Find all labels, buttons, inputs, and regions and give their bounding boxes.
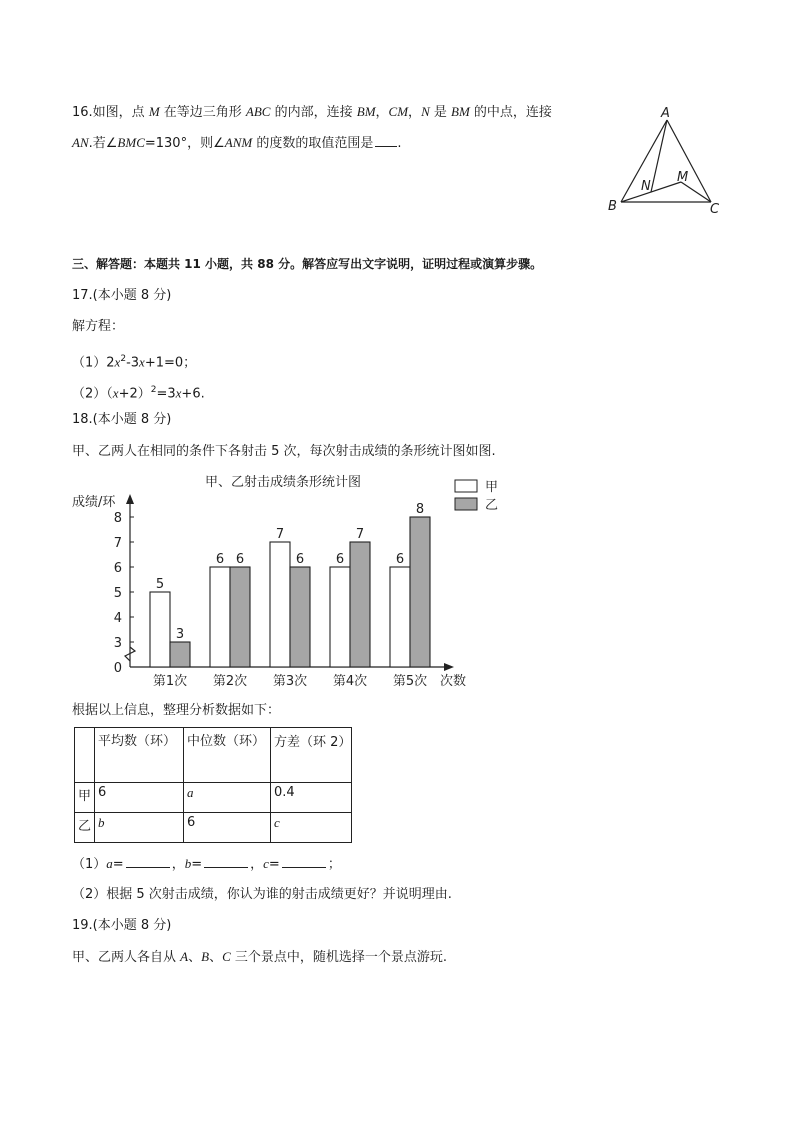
table-cell: 乙 <box>75 813 95 843</box>
segment-cm <box>681 182 711 202</box>
q16-line2 <box>72 134 401 153</box>
var: BM <box>356 104 376 119</box>
var: N <box>421 104 430 119</box>
data-label: 5 <box>155 577 165 592</box>
bar-甲 <box>210 567 230 667</box>
text: ， <box>408 105 422 120</box>
text: = <box>268 857 280 872</box>
bar-甲 <box>150 592 170 667</box>
bar-甲 <box>330 567 350 667</box>
y-axis-arrow <box>126 494 134 504</box>
y-tick-label: 0 <box>113 661 122 676</box>
legend-swatch <box>455 498 477 510</box>
y-tick-label: 7 <box>113 536 122 551</box>
text: 甲、乙两人各自从 <box>72 950 181 965</box>
x-tick-label: 第1次 <box>152 674 188 689</box>
table-header-cell <box>75 728 95 783</box>
text: = <box>112 857 124 872</box>
bar-乙 <box>410 517 430 667</box>
var: BM <box>451 104 470 119</box>
table-cell: a <box>184 783 271 813</box>
var: a <box>106 856 113 871</box>
bar-乙 <box>230 567 250 667</box>
text: .若∠ <box>88 136 118 151</box>
data-label: 6 <box>295 552 305 567</box>
var: b <box>184 856 192 871</box>
text: =130°，则∠ <box>144 136 225 151</box>
answer-blank-b[interactable] <box>204 855 248 868</box>
var: M <box>148 104 160 119</box>
text: +2） <box>118 386 151 402</box>
text: 16.如图，点 <box>72 105 149 120</box>
var: x <box>139 354 145 370</box>
table-header-cell: 中位数（环） <box>184 728 271 783</box>
q18-intro: 甲、乙两人在相同的条件下各射击 5 次，每次射击成绩的条形统计图如图. <box>72 444 496 459</box>
data-label: 3 <box>175 627 185 642</box>
text: （2）（ <box>72 386 113 402</box>
data-label: 6 <box>235 552 245 567</box>
table-cell: 6 <box>184 813 271 843</box>
legend-swatch <box>455 480 477 492</box>
segment-an <box>651 120 667 192</box>
data-label: 8 <box>415 502 425 517</box>
var: BMC <box>117 135 145 150</box>
data-label: 7 <box>355 527 365 542</box>
data-label: 6 <box>215 552 225 567</box>
x-axis-label: 次数 <box>440 674 467 689</box>
text: 的中点，连接 <box>469 105 552 120</box>
y-tick-label: 5 <box>113 586 122 601</box>
q17-equation-1 <box>72 350 196 372</box>
data-label: 6 <box>335 552 345 567</box>
y-axis-label: 成绩/环 <box>72 495 116 510</box>
q17-header: 17.(本小题 8 分) <box>72 288 172 303</box>
text: ， <box>375 105 389 120</box>
text: ； <box>327 857 341 872</box>
table-cell: c <box>271 813 352 843</box>
q18-part1 <box>72 855 341 874</box>
text: -3 <box>126 355 140 371</box>
var: CM <box>388 104 409 119</box>
q18-part2: （2）根据 5 次射击成绩，你认为谁的射击成绩更好？并说明理由. <box>72 887 452 902</box>
text: = <box>191 857 203 872</box>
exponent: 2 <box>120 354 127 364</box>
y-tick-label: 3 <box>113 636 122 651</box>
table-cell: b <box>95 813 184 843</box>
var: C <box>222 949 231 964</box>
var: c <box>263 856 269 871</box>
q19-header: 19.(本小题 8 分) <box>72 918 172 933</box>
exponent: 2 <box>150 385 157 395</box>
x-axis-arrow <box>444 663 454 671</box>
var: x <box>112 385 119 401</box>
triangle-figure <box>600 100 730 220</box>
q18-after-chart: 根据以上信息，整理分析数据如下： <box>72 703 281 718</box>
legend-label: 乙 <box>485 498 499 513</box>
var: AN <box>72 135 89 150</box>
label-n: N <box>641 179 651 194</box>
text: （1）2 <box>72 355 115 371</box>
text: 是 <box>429 105 451 120</box>
text: 的内部，连接 <box>270 105 357 120</box>
text: （1） <box>72 857 107 872</box>
table-header-row <box>75 728 352 783</box>
q16-line1 <box>72 103 552 122</box>
var: x <box>114 354 121 370</box>
y-tick-label: 6 <box>113 561 122 576</box>
q18-header: 18.(本小题 8 分) <box>72 412 172 427</box>
text: . <box>397 136 402 151</box>
x-tick-label: 第5次 <box>392 674 428 689</box>
label-c: C <box>710 202 720 217</box>
q17-prompt: 解方程： <box>72 319 125 334</box>
bar-乙 <box>350 542 370 667</box>
answer-blank-c[interactable] <box>282 855 326 868</box>
q19-intro <box>72 948 447 967</box>
data-label: 6 <box>395 552 405 567</box>
var: ABC <box>245 104 271 119</box>
x-tick-label: 第3次 <box>272 674 308 689</box>
bar-乙 <box>170 642 190 667</box>
bar-chart <box>60 470 520 695</box>
bar-乙 <box>290 567 310 667</box>
text: 的度数的取值范围是 <box>252 136 374 151</box>
var: x <box>175 385 182 401</box>
label-a: A <box>661 106 670 121</box>
chart-title: 甲、乙射击成绩条形统计图 <box>205 475 362 490</box>
text: 在等边三角形 <box>159 105 246 120</box>
legend-label: 甲 <box>485 480 499 495</box>
edge-ac <box>667 120 711 202</box>
bar-甲 <box>390 567 410 667</box>
text: 、 <box>188 950 202 965</box>
table-cell: 甲 <box>75 783 95 813</box>
var: A <box>180 949 189 964</box>
y-tick-label: 4 <box>113 611 122 626</box>
answer-blank[interactable] <box>375 134 397 147</box>
label-m: M <box>677 170 689 185</box>
text: ， <box>171 857 185 872</box>
text: 三个景点中，随机选择一个景点游玩. <box>230 950 448 965</box>
text: +6. <box>181 386 205 402</box>
text: 、 <box>209 950 223 965</box>
answer-blank-a[interactable] <box>126 855 170 868</box>
table-cell: 0.4 <box>271 783 352 813</box>
y-tick-label: 8 <box>113 511 122 526</box>
section-title: 三、解答题：本题共 11 小题，共 88 分。解答应写出文字说明，证明过程或演算步骤。 <box>72 257 543 271</box>
stats-table <box>74 727 352 843</box>
data-label: 7 <box>275 527 285 542</box>
table-header-cell: 平均数（环） <box>95 728 184 783</box>
x-tick-label: 第2次 <box>212 674 248 689</box>
table-cell: 6 <box>95 783 184 813</box>
table-header-cell: 方差（环 2） <box>271 728 352 783</box>
table-row <box>75 783 352 813</box>
text: ， <box>250 857 264 872</box>
table-row <box>75 813 352 843</box>
bar-甲 <box>270 542 290 667</box>
q17-equation-2 <box>72 381 205 403</box>
text: +1=0； <box>144 355 197 371</box>
var: ANM <box>224 135 253 150</box>
var: B <box>201 949 210 964</box>
label-b: B <box>608 199 617 214</box>
x-tick-label: 第4次 <box>332 674 368 689</box>
text: =3 <box>156 386 176 402</box>
